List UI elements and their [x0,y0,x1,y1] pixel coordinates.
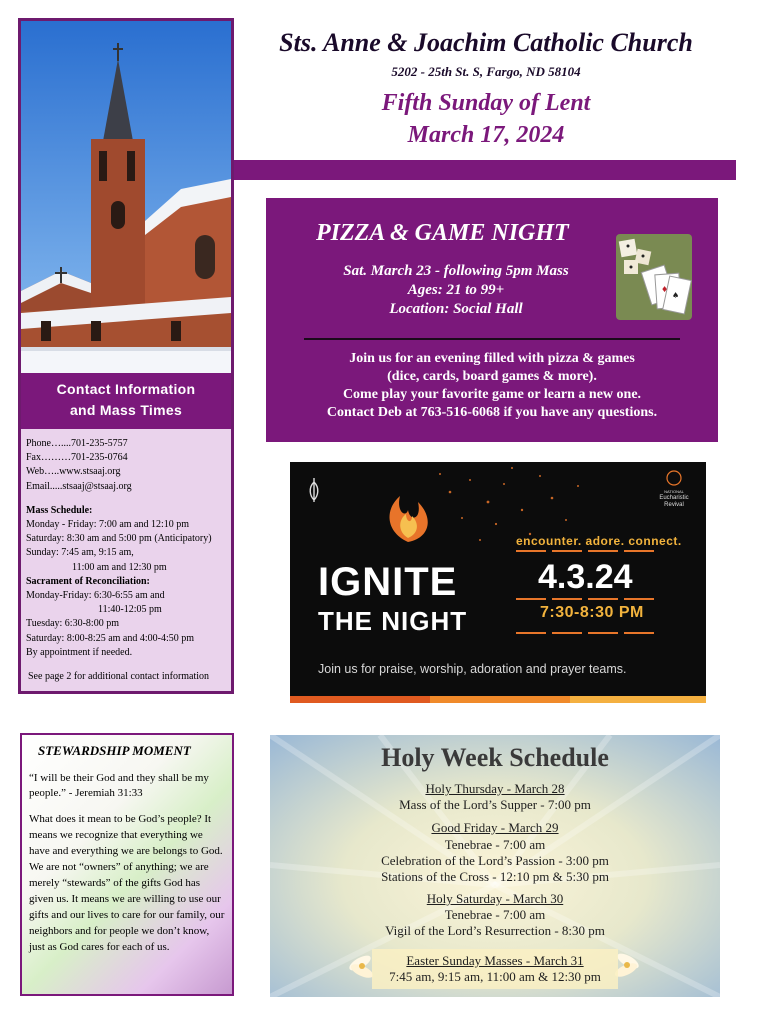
easter-sunday-line: 7:45 am, 9:15 am, 11:00 am & 12:30 pm [389,969,601,984]
ignite-title: IGNITE [318,560,458,604]
reconciliation-line: 11:40-12:05 pm [98,604,162,616]
ignite-subtitle: THE NIGHT [318,606,468,636]
holy-thursday-line: Mass of the Lord’s Supper - 7:00 pm [399,797,591,812]
ignite-bottom-stripe [290,696,706,703]
holy-thursday-heading: Holy Thursday - March 28 [425,781,565,796]
mass-line: Sunday: 7:45 am, 9:15 am, [26,547,134,559]
pizza-body-line: (dice, cards, board games & more). [387,369,597,384]
holy-saturday-line: Vigil of the Lord’s Resurrection - 8:30 pm [385,923,605,938]
reconciliation-line: By appointment if needed. [26,646,133,658]
church-photo [21,21,231,373]
stewardship-moment-box [20,733,234,996]
pizza-body-line: Contact Deb at 763-516-6068 if you have any questions. [326,405,658,420]
contact-banner-line1: Contact Information [56,381,196,397]
church-address: 5202 - 25th St. S, Fargo, ND 58104 [391,64,581,79]
mass-schedule-heading: Mass Schedule: [26,504,93,516]
mass-line: Monday - Friday: 7:00 am and 12:10 pm [26,519,190,531]
stewardship-body: What does it mean to be God’s people? It means we recognize that everything we have and everything we are belongs to God. We are not “owners” of anything; we are merely “stewards” of the gifts God has given us. It means we are willing to use our gifts and our lives to care for our family, our neighbors and for people we don’t know, just as God cares for each of us. [29,813,225,953]
revival-line: Revival [664,502,684,508]
contact-banner [21,373,231,429]
web-line[interactable]: Web…..www.stsaaj.org [26,466,121,478]
pizza-body [276,350,708,422]
good-friday-line: Celebration of the Lord’s Passion - 3:00 pm [381,853,609,868]
dice-cards-image [616,234,692,320]
reconciliation-line: Saturday: 8:00-8:25 am and 4:00-4:50 pm [26,632,195,644]
phone-line: Phone…....701-235-5757 [26,438,128,449]
contact-banner-line2: and Mass Times [69,402,183,418]
good-friday-line: Stations of the Cross - 12:10 pm & 5:30 pm [381,869,609,884]
mass-line: 11:00 am and 12:30 pm [72,561,167,573]
pizza-ages-line: Ages: 21 to 99+ [407,282,505,298]
reconciliation-line: Tuesday: 6:30-8:00 pm [26,618,119,630]
contact-details [26,437,228,684]
pizza-date-line: Sat. March 23 - following 5pm Mass [343,263,569,279]
mass-line: Saturday: 8:30 am and 5:00 pm (Anticipatory) [26,533,212,545]
reconciliation-heading: Sacrament of Reconciliation: [26,575,150,587]
holy-saturday-line: Tenebrae - 7:00 am [444,907,546,922]
pizza-divider [304,338,680,340]
sunday-date: March 17, 2024 [407,122,565,148]
revival-line: Eucharistic [659,495,689,501]
church-name: Sts. Anne & Joachim Catholic Church [279,28,693,57]
ignite-the-night-flyer [290,462,706,703]
revival-line: NATIONAL [664,489,684,494]
contact-sidebar [18,18,234,694]
ignite-join-line: Join us for praise, worship, adoration and prayer teams. [318,662,627,676]
header-divider-bar [234,160,736,180]
ignite-time: 7:30-8:30 PM [540,604,644,621]
pizza-body-line: Come play your favorite game or learn a new one. [342,387,642,402]
ignite-tagline: encounter. adore. connect. [516,534,682,548]
eucharistic-revival-logo [652,478,696,509]
easter-sunday-heading: Easter Sunday Masses - March 31 [406,953,584,968]
pizza-details [296,262,616,319]
svg-text:♠: ♠ [672,291,680,300]
stewardship-quote: “I will be their God and they shall be my people.” - Jeremiah 31:33 [29,772,209,799]
good-friday-line: Tenebrae - 7:00 am [444,837,546,852]
sunday-title: Fifth Sunday of Lent [381,90,591,116]
stewardship-heading: STEWARDSHIP MOMENT [38,743,191,758]
pizza-body-line: Join us for an evening filled with pizza & games [349,351,635,366]
svg-text:♦: ♦ [661,285,669,294]
pizza-location-line: Location: Social Hall [389,301,523,317]
holy-week-schedule [270,735,720,997]
contact-note: See page 2 for additional contact information [28,671,210,683]
ignite-date: 4.3.24 [538,558,633,596]
pizza-game-night-box [266,198,718,442]
holy-week-title: Holy Week Schedule [381,743,609,772]
email-line[interactable]: Email.....stsaaj@stsaaj.org [26,480,132,492]
fax-line: Fax………701-235-0764 [26,452,128,464]
good-friday-heading: Good Friday - March 29 [431,820,559,835]
reconciliation-line: Monday-Friday: 6:30-6:55 am and [26,590,165,602]
pizza-title: PIZZA & GAME NIGHT [316,220,569,246]
holy-saturday-heading: Holy Saturday - March 30 [426,891,564,906]
